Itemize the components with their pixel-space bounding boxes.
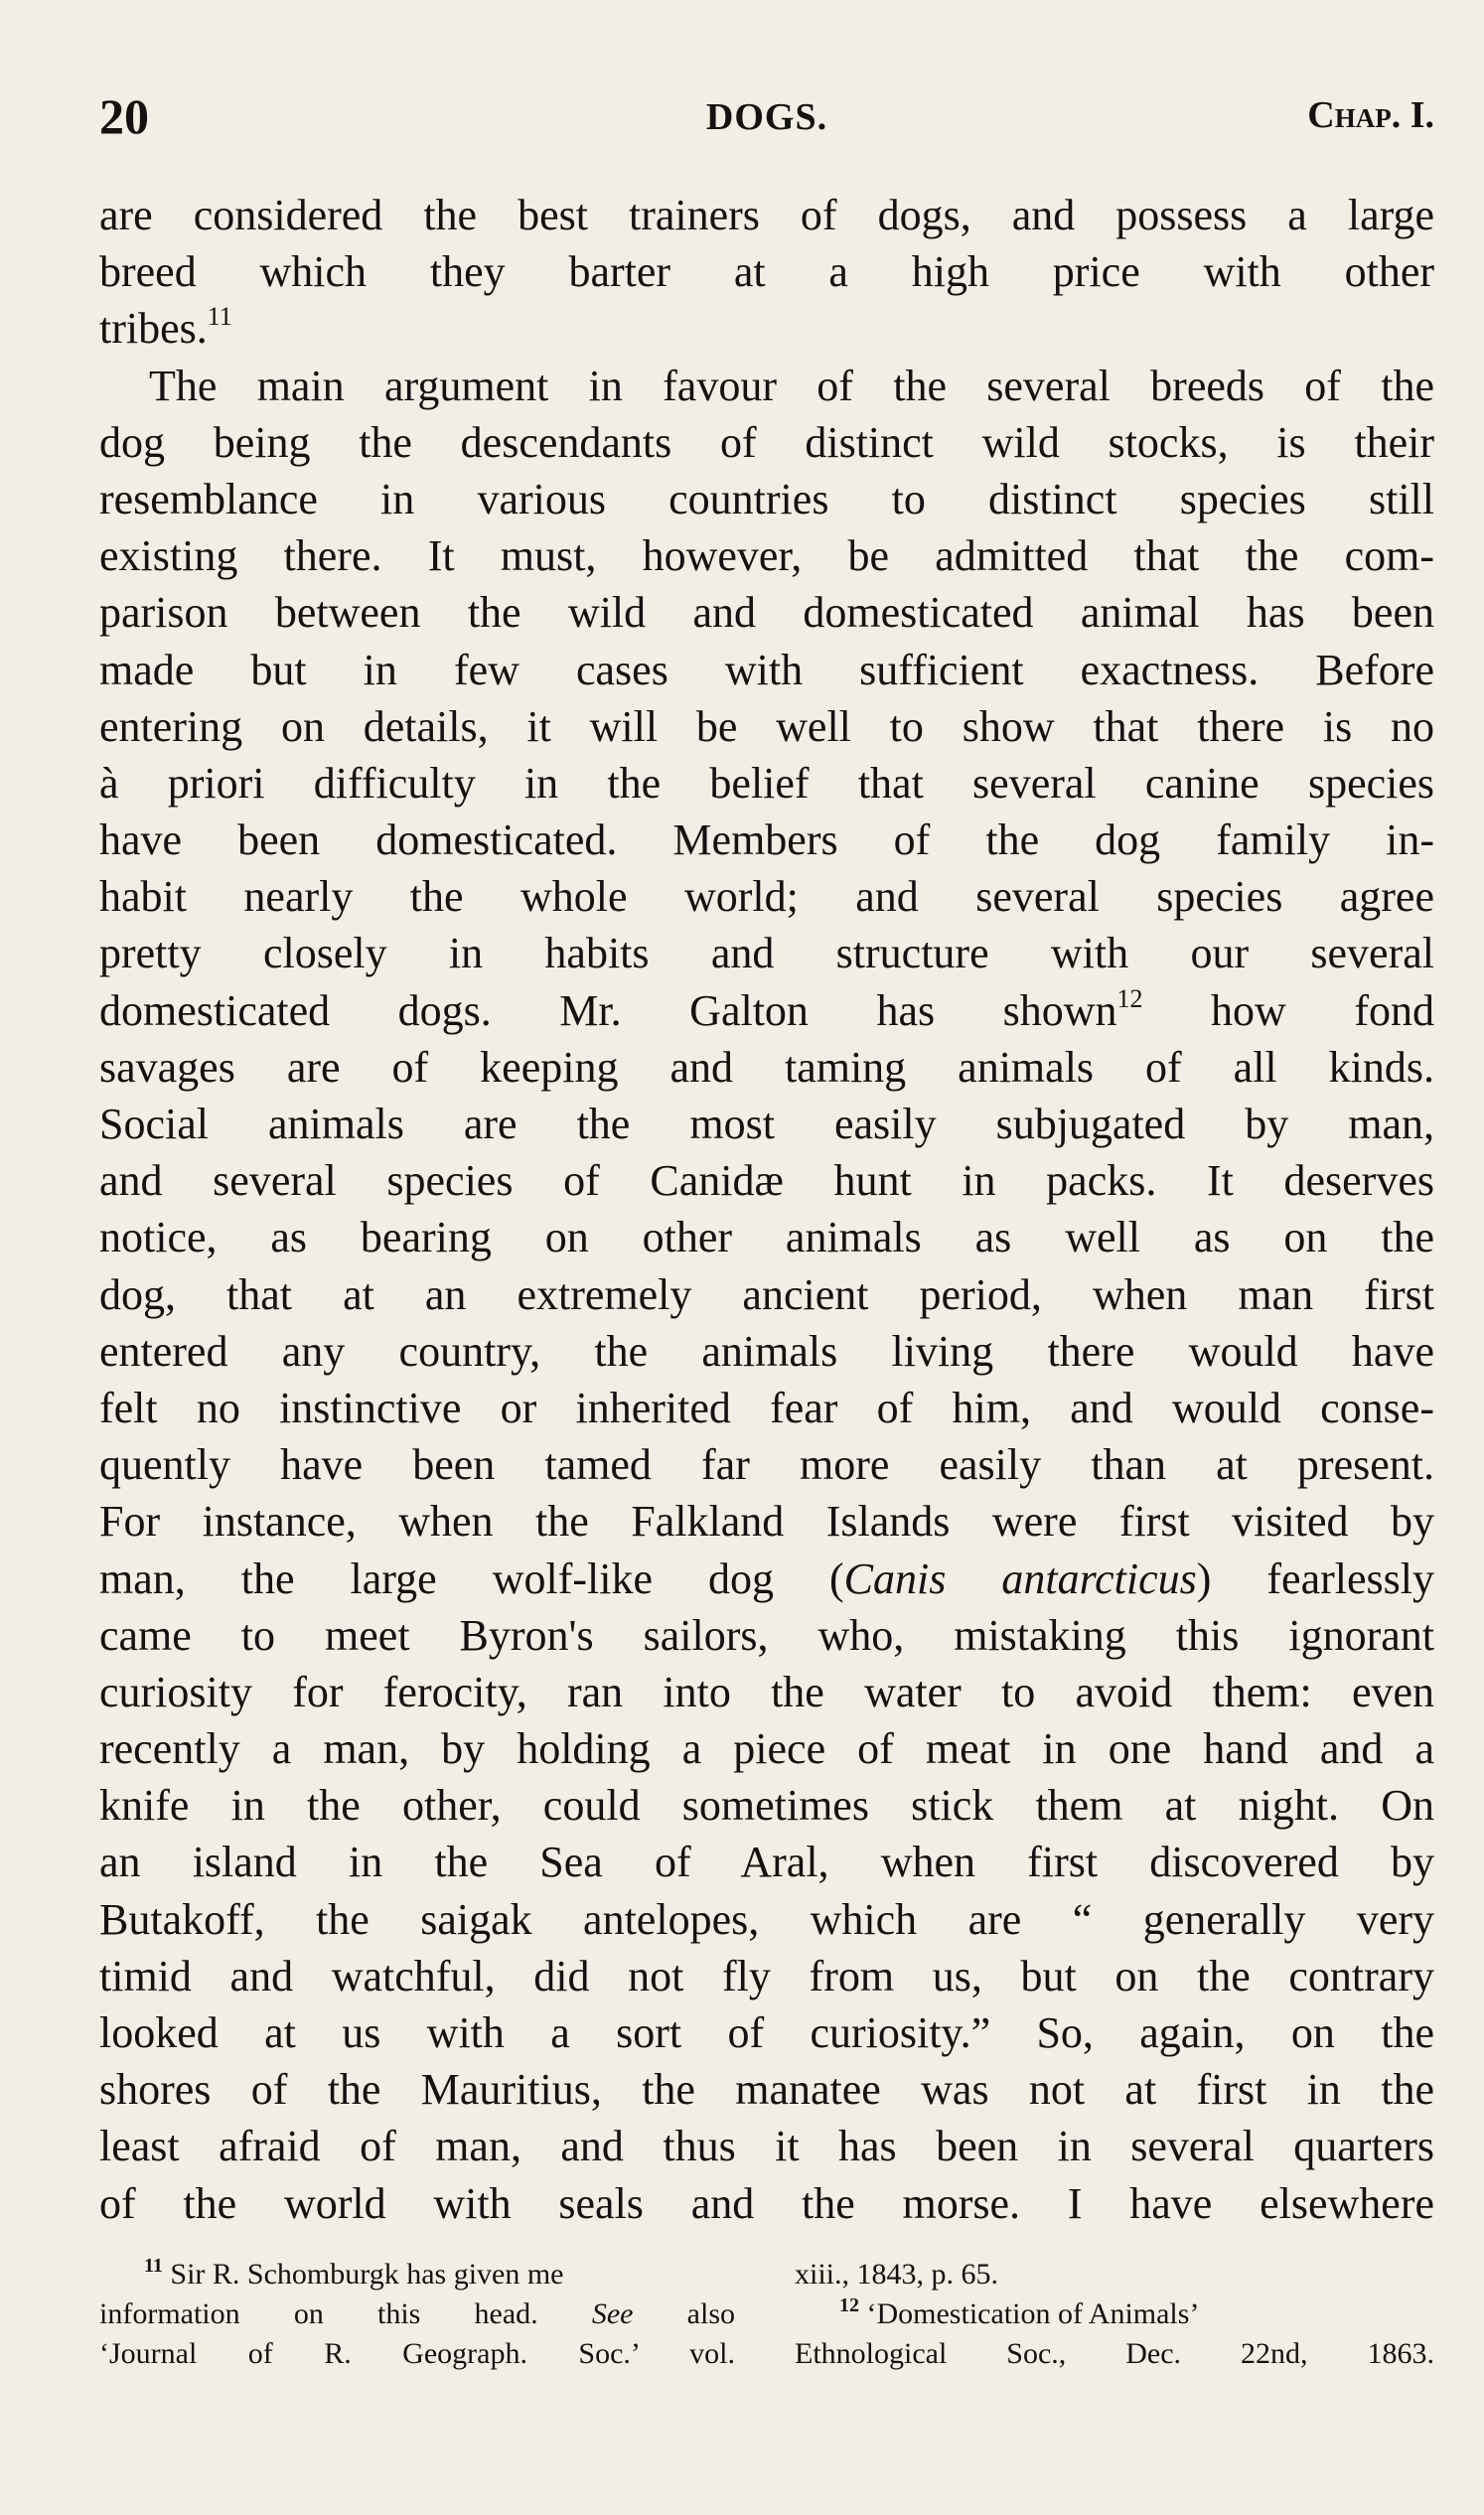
text-line: curiosity for ferocity, ran into the water to avoid them: even	[99, 1667, 1434, 1716]
footnote-11: $^{11}$ Sir R. Schomburgk has given me	[144, 2255, 564, 2291]
paragraph-start: The main argument in favour of the several breeds of the	[149, 361, 1434, 410]
text-line: breed which they barter at a high price with other	[99, 247, 1434, 297]
running-header	[99, 87, 1434, 147]
text-line: an island in the Sea of Aral, when first discovered by	[99, 1838, 1434, 1887]
body-text	[99, 187, 1434, 2232]
footnote-line: ‘Journal of R. Geograph. Soc.’ vol.	[99, 2337, 735, 2370]
page-number: 20	[99, 88, 149, 144]
footnote-column-right	[795, 2255, 1434, 2374]
text-line: came to meet Byron's sailors, who, mistaking this ignorant	[99, 1610, 1434, 1660]
footnote-line: information on this head. See also	[99, 2297, 735, 2330]
text-line: of the world with seals and the morse. I have elsewhere	[99, 2178, 1434, 2228]
text-line: timid and watchful, did not fly from us, but on the contrary	[99, 1951, 1434, 2000]
text-line: resemblance in various countries to distinct species still	[99, 474, 1434, 523]
footnote-line: Ethnological Soc., Dec. 22nd, 1863.	[795, 2337, 1434, 2370]
text-line: quently have been tamed far more easily than at present.	[99, 1440, 1434, 1490]
text-line: domesticated dogs. Mr. Galton has shown$^{12}$ how fond	[99, 983, 1434, 1035]
footnote-column-left	[99, 2255, 735, 2374]
text-line: man, the large wolf-like dog (Canis antarcticus) fearlessly	[99, 1553, 1434, 1603]
footnote-number: 12	[839, 2294, 859, 2316]
text-line: tribes.$^{11}$	[99, 302, 232, 354]
text-line: habit nearly the whole world; and several species agree	[99, 872, 1434, 922]
text-line: felt no instinctive or inherited fear of him, and would conse-	[99, 1383, 1434, 1432]
text-line: Social animals are the most easily subjugated by man,	[99, 1100, 1434, 1148]
species-name: Canis antarcticus	[843, 1553, 1197, 1603]
text-line: looked at us with a sort of curiosity.” So, again, on the	[99, 2008, 1434, 2057]
text-line: shores of the Mauritius, the manatee was not at first in the	[99, 2065, 1434, 2115]
chapter-label: Chap. I.	[1307, 94, 1434, 136]
text-line: pretty closely in habits and structure with our several	[99, 929, 1434, 978]
text-line: notice, as bearing on other animals as well as on the	[99, 1213, 1434, 1262]
text-line: à priori difficulty in the belief that several canine species	[99, 758, 1434, 808]
text-line: Butakoff, the saigak antelopes, which are “ generally very	[99, 1894, 1434, 1944]
footnote-line: xiii., 1843, p. 65.	[795, 2258, 999, 2291]
running-title: DOGS.	[705, 96, 828, 138]
text-line: knife in the other, could sometimes stick them at night. On	[99, 1781, 1434, 1831]
text-line: least afraid of man, and thus it has been in several quarters	[99, 2122, 1434, 2171]
footnote-number: 11	[144, 2255, 163, 2277]
footnote-12: $^{12}$ ‘Domestication of Animals’	[839, 2294, 1200, 2330]
text-line: dog being the descendants of distinct wild stocks, is their	[99, 417, 1434, 467]
text-line: savages are of keeping and taming animals of all kinds.	[99, 1042, 1434, 1092]
text-line: have been domesticated. Members of the dog family in-	[99, 815, 1434, 865]
text-line: and several species of Canidæ hunt in packs. It deserves	[99, 1156, 1434, 1206]
text-line: entered any country, the animals living there would have	[99, 1326, 1434, 1376]
footnote-ref-11: 11	[207, 302, 232, 332]
footnote-ref-12: 12	[1116, 983, 1143, 1013]
text-line: entering on details, it will be well to show that there is no	[99, 701, 1434, 751]
text-line: For instance, when the Falkland Islands were first visited by	[99, 1497, 1434, 1547]
text-line: parison between the wild and domesticated animal has been	[99, 588, 1434, 638]
text-line: are considered the best trainers of dogs, and possess a large	[99, 191, 1434, 239]
text-line: dog, that at an extremely ancient period, when man first	[99, 1269, 1434, 1319]
text-line: recently a man, by holding a piece of meat in one hand and a	[99, 1724, 1434, 1774]
text-line: made but in few cases with sufficient exactness. Before	[99, 645, 1434, 694]
text-line: existing there. It must, however, be admitted that the com-	[99, 531, 1434, 581]
